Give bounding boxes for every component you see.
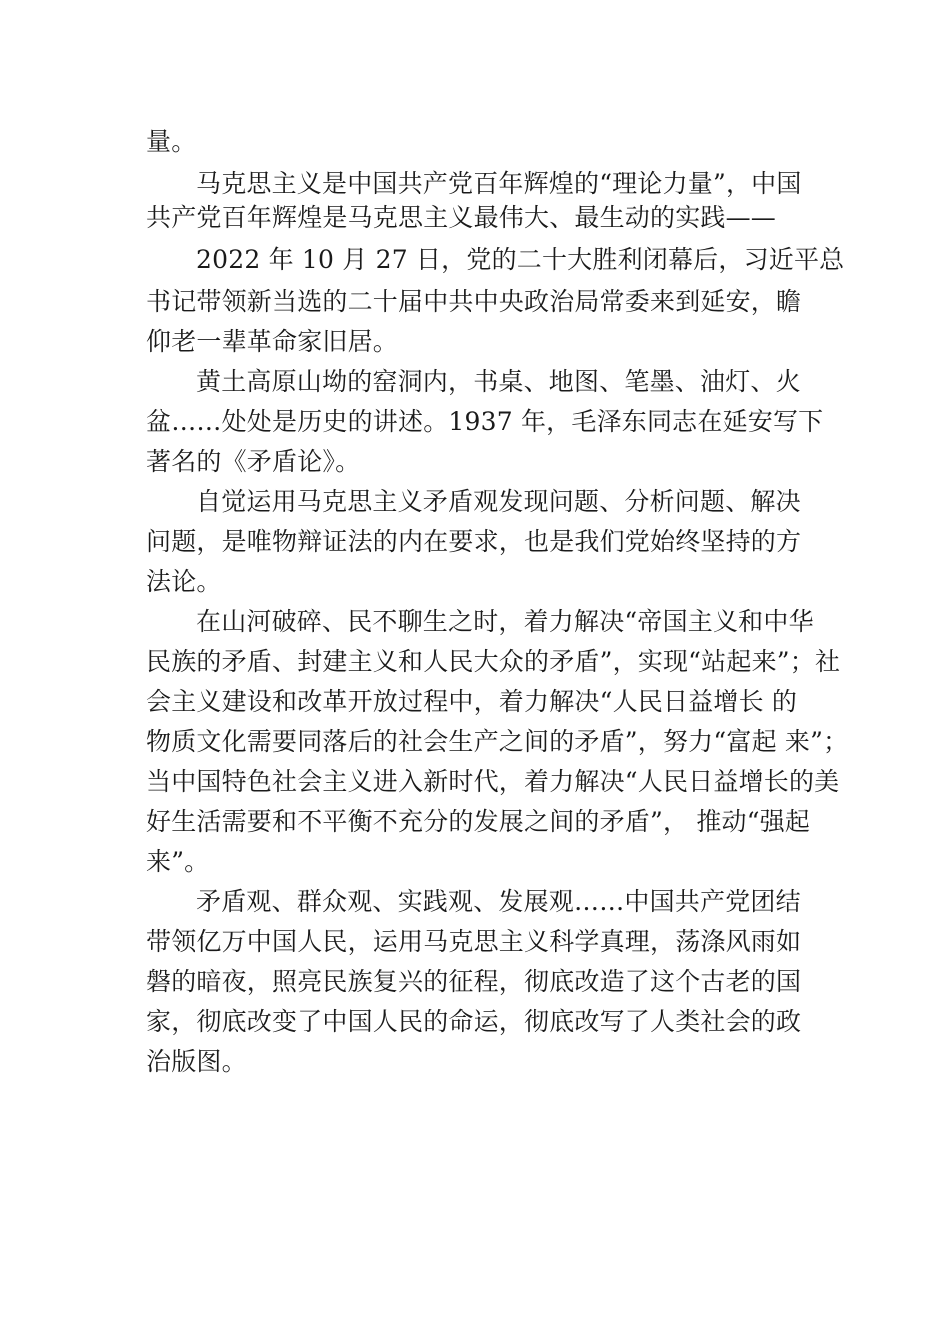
paragraph-first-line: 黄土高原山坳的窑洞内，书桌、地图、笔墨、油灯、火 <box>196 367 801 396</box>
text-line: 家，彻底改变了中国人民的命运，彻底改写了人类社会的政 <box>146 1007 802 1036</box>
text-line: 问题，是唯物辩证法的内在要求，也是我们党始终坚持的方 <box>146 527 802 556</box>
text-line: 磐的暗夜，照亮民族复兴的征程，彻底改造了这个古老的国 <box>146 967 802 996</box>
text-line: 治版图。 <box>146 1047 247 1076</box>
text-line: 民族的矛盾、封建主义和人民大众的矛盾”，实现“站起来”；社 <box>146 647 841 676</box>
text-line: 著名的《矛盾论》。 <box>146 447 361 476</box>
text-line: 来”。 <box>146 847 210 876</box>
text-line: 法论。 <box>146 567 222 596</box>
text-line: 仰老一辈革命家旧居。 <box>146 327 399 356</box>
paragraph-first-line: 马克思主义是中国共产党百年辉煌的“理论力量”，中国 <box>196 169 802 198</box>
text-line: 共产党百年辉煌是马克思主义最伟大、最生动的实践—— <box>146 203 777 232</box>
text-line: 带领亿万中国人民，运用马克思主义科学真理，荡涤风雨如 <box>146 927 802 956</box>
text-line: 会主义建设和改革开放过程中，着力解决“人民日益增长 的 <box>146 687 798 716</box>
text-line: 盆……处处是历史的讲述。1937 年，毛泽东同志在延安写下 <box>146 407 824 436</box>
text-line: 物质文化需要同落后的社会生产之间的矛盾”，努力“富起 来”； <box>146 727 849 756</box>
paragraph-first-line: 在山河破碎、民不聊生之时，着力解决“帝国主义和中华 <box>196 607 814 636</box>
paragraph-first-line: 自觉运用马克思主义矛盾观发现问题、分析问题、解决 <box>196 487 801 516</box>
text-line: 书记带领新当选的二十届中共中央政治局常委来到延安，瞻 <box>146 287 802 316</box>
paragraph-first-line: 矛盾观、群众观、实践观、发展观……中国共产党团结 <box>196 887 801 916</box>
text-line: 好生活需要和不平衡不充分的发展之间的矛盾”， 推动“强起 <box>146 807 811 836</box>
text-line: 当中国特色社会主义进入新时代，着力解决“人民日益增长的美 <box>146 767 840 796</box>
paragraph-first-line: 2022 年 10 月 27 日，党的二十大胜利闭幕后，习近平总 <box>196 245 845 274</box>
text-line: 量。 <box>146 127 197 156</box>
